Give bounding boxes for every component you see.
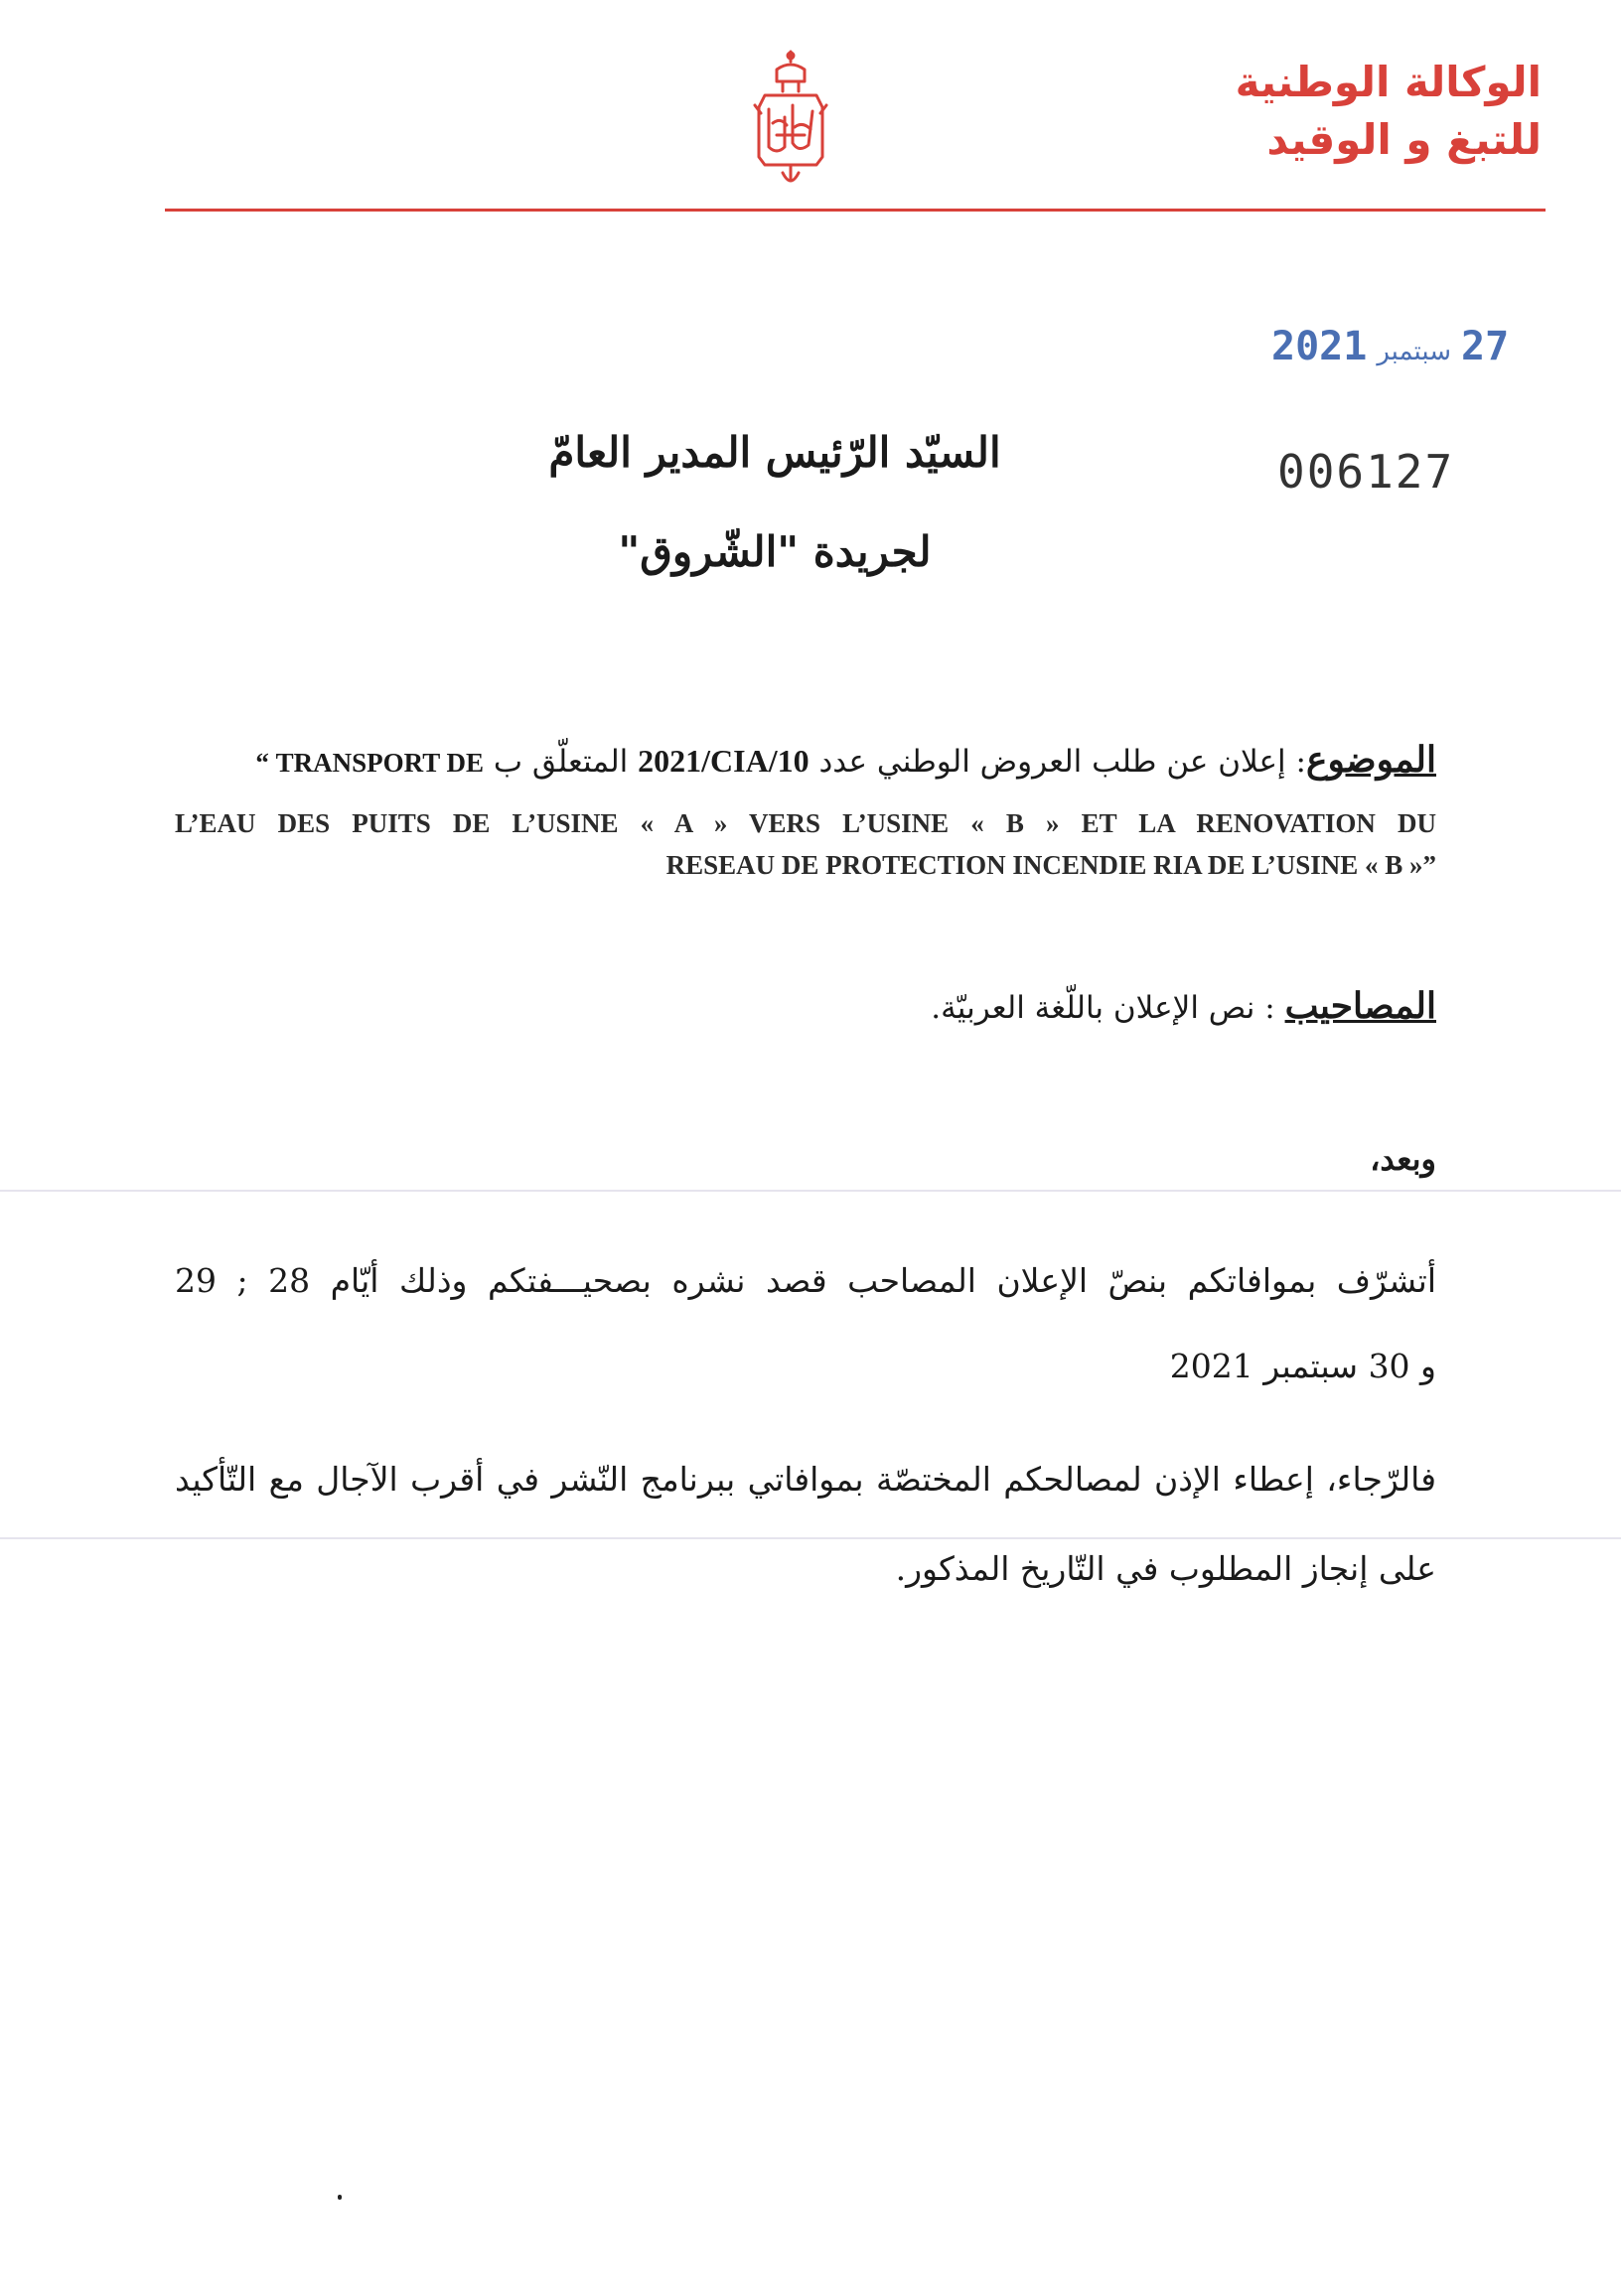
subject-line1: [255, 739, 1436, 781]
subject-block: [175, 739, 1436, 898]
paragraph-2-line2: على إنجاز المطلوب في التّاريخ المذكور.: [895, 1549, 1436, 1588]
date-stamp-year: 2021: [1271, 324, 1368, 369]
subject-latin-start: “ TRANSPORT DE: [255, 748, 484, 778]
enclosure-text: : نص الإعلان باللّغة العربيّة.: [931, 990, 1285, 1026]
scan-speck: [338, 2195, 342, 2200]
subject-line3: RESEAU DE PROTECTION INCENDIE RIA DE L’USINE « B »”: [665, 850, 1436, 880]
salutation: وبعد،: [1370, 1140, 1436, 1178]
subject-line2: L’EAU DES PUITS DE L’USINE « A » VERS L’USINE « B » ET LA RENOVATION DU: [175, 808, 1436, 838]
addressee: [397, 403, 1152, 602]
reference-number: 006127: [1277, 445, 1455, 499]
arabic-calligraphy-logo-icon: [747, 48, 834, 195]
paragraph-1-line2: و 30 سبتمبر 2021: [1169, 1347, 1436, 1385]
enclosure-line: [931, 985, 1436, 1027]
organization-name-line2: للتبغ و الوقيد: [1266, 115, 1542, 164]
organization-name-line1: الوكالة الوطنية: [1235, 58, 1542, 106]
subject-connector: المتعلّق ب: [484, 744, 639, 780]
subject-text: : إعلان عن طلب العروض الوطني عدد: [809, 744, 1306, 780]
date-stamp-day: 27: [1461, 324, 1510, 369]
header-divider: [165, 209, 1546, 212]
paragraph-2: [175, 1460, 1436, 1619]
date-stamp-month: سبتمبر: [1377, 337, 1452, 366]
paragraph-1: [175, 1261, 1436, 1420]
subject-label: الموضوع: [1305, 739, 1436, 781]
date-stamp: [1271, 324, 1530, 379]
organization-name: [1124, 54, 1542, 169]
addressee-newspaper: لجريدة "الشّروق": [618, 527, 932, 576]
tender-reference: 2021/CIA/10: [638, 743, 810, 779]
paragraph-1-line1: أتشرّف بموافاتكم بنصّ الإعلان المصاحب قصد نشره بصحيـــفتكم وذلك أيّام 28 ; 29: [175, 1261, 1437, 1300]
scan-artifact-line: [0, 1190, 1621, 1192]
addressee-title: السيّد الرّئيس المدير العامّ: [548, 428, 1001, 477]
enclosure-label: المصاحيب: [1284, 985, 1436, 1027]
paragraph-2-line1: فالرّجاء، إعطاء الإذن لمصالحكم المختصّة بموافاتي ببرنامج النّشر في أقرب الآجال مع التّأكيد: [175, 1460, 1436, 1499]
